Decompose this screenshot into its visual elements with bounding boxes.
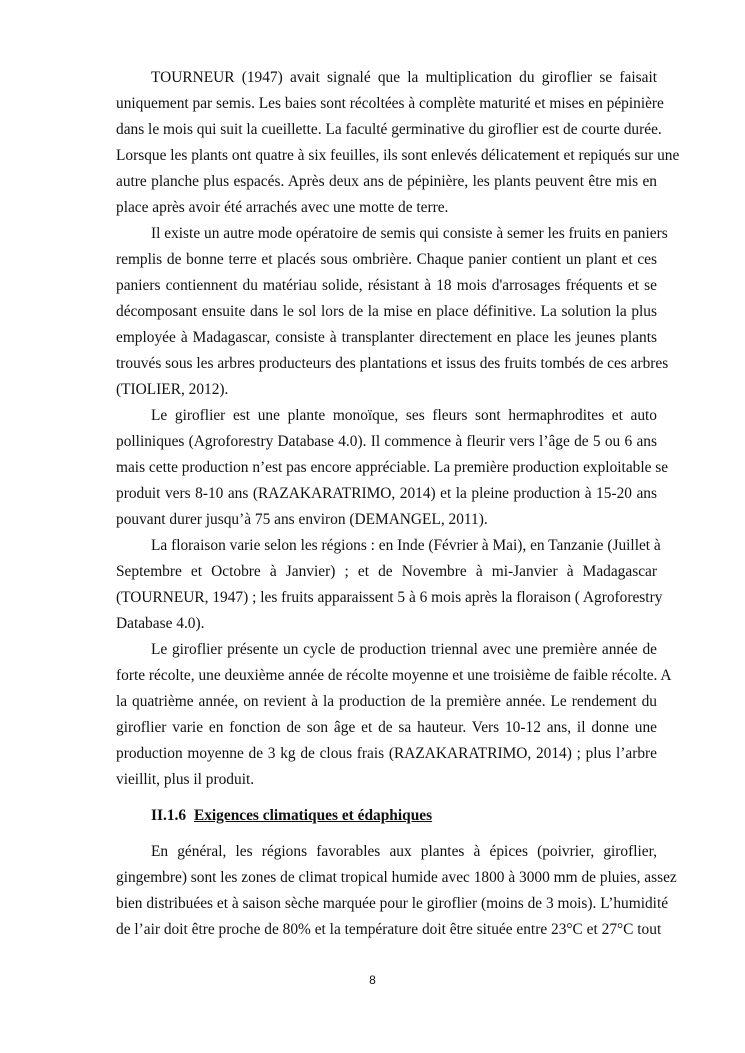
text-line: (TOURNEUR, 1947) ; les fruits apparaissent 5 à 6 mois après la floraison ( Agroforestry (116, 589, 663, 606)
text-line: paniers contiennent du matériau solide, résistant à 18 mois d'arrosages fréquents et se (116, 277, 657, 294)
text-line: (TIOLIER, 2012). (116, 381, 229, 398)
text-line: Le giroflier est une plante monoïque, ses fleurs sont hermaphrodites et auto (151, 407, 657, 424)
section-number: II.1.6 (151, 807, 187, 824)
paragraph (116, 221, 669, 403)
text-line: Septembre et Octobre à Janvier) ; et de Novembre à mi-Janvier à Madagascar (116, 563, 657, 580)
paragraph (116, 637, 672, 793)
text-line: remplis de bonne terre et placés sous ombrière. Chaque panier contient un plant et ces (116, 251, 657, 268)
text-line: mais cette production n’est pas encore appréciable. La première production exploitable se (116, 459, 669, 476)
text-line: polliniques (Agroforestry Database 4.0). Il commence à fleurir vers l’âge de 5 ou 6 ans (116, 433, 657, 450)
text-line: Il existe un autre mode opératoire de semis qui consiste à semer les fruits en paniers (151, 225, 668, 242)
text-line: forte récolte, une deuxième année de récolte moyenne et une troisième de faible récolte. A (116, 667, 672, 684)
page-number: 8 (369, 973, 376, 987)
text-line: La floraison varie selon les régions : en Inde (Février à Mai), en Tanzanie (Juillet à (151, 537, 661, 554)
text-line: de l’air doit être proche de 80% et la température doit être située entre 23°C et 27°C tout (116, 921, 662, 938)
paragraph (116, 403, 669, 533)
paragraphs-after-heading (116, 839, 677, 943)
text-line: trouvés sous les arbres producteurs des plantations et issus des fruits tombés de ces arbres (116, 355, 669, 372)
text-line: employée à Madagascar, consiste à transplanter directement en place les jeunes plants (116, 329, 657, 346)
text-line: décomposant ensuite dans le sol lors de la mise en place définitive. La solution la plus (116, 303, 657, 320)
section-heading (116, 803, 657, 829)
section-title: Exigences climatiques et édaphiques (193, 807, 433, 824)
paragraphs-before-heading (116, 65, 680, 793)
paragraph (116, 533, 663, 637)
text-line: dans le mois qui suit la cueillette. La faculté germinative du giroflier est de courte durée. (116, 121, 662, 138)
text-line: place après avoir été arrachés avec une motte de terre. (116, 199, 449, 216)
paragraph (116, 65, 680, 221)
text-line: autre planche plus espacés. Après deux ans de pépinière, les plants peuvent être mis en (116, 173, 657, 190)
text-line: gingembre) sont les zones de climat tropical humide avec 1800 à 3000 mm de pluies, assez (116, 869, 677, 886)
text-line: vieillit, plus il produit. (116, 771, 255, 788)
text-line: la quatrième année, on revient à la production de la première année. Le rendement du (116, 693, 657, 710)
text-line: Le giroflier présente un cycle de production triennal avec une première année de (151, 641, 657, 658)
paragraph (116, 839, 677, 943)
text-line: Database 4.0). (116, 615, 205, 632)
text-line: TOURNEUR (1947) avait signalé que la multiplication du giroflier se faisait (151, 69, 657, 86)
text-line: bien distribuées et à saison sèche marquée pour le giroflier (moins de 3 mois). L’humidité (116, 895, 669, 912)
text-line: giroflier varie en fonction de son âge et de sa hauteur. Vers 10-12 ans, il donne une (116, 719, 657, 736)
text-line: Lorsque les plants ont quatre à six feuilles, ils sont enlevés délicatement et repiqués sur une (116, 147, 680, 164)
document-body (116, 65, 680, 943)
text-line: uniquement par semis. Les baies sont récoltées à complète maturité et mises en pépinière (116, 95, 664, 112)
text-line: produit vers 8-10 ans (RAZAKARATRIMO, 2014) et la pleine production à 15-20 ans (116, 485, 657, 502)
text-line: production moyenne de 3 kg de clous frais (RAZAKARATRIMO, 2014) ; plus l’arbre (116, 745, 657, 762)
text-line: En général, les régions favorables aux plantes à épices (poivrier, giroflier, (151, 843, 657, 860)
text-line: pouvant durer jusqu’à 75 ans environ (DEMANGEL, 2011). (116, 511, 488, 528)
